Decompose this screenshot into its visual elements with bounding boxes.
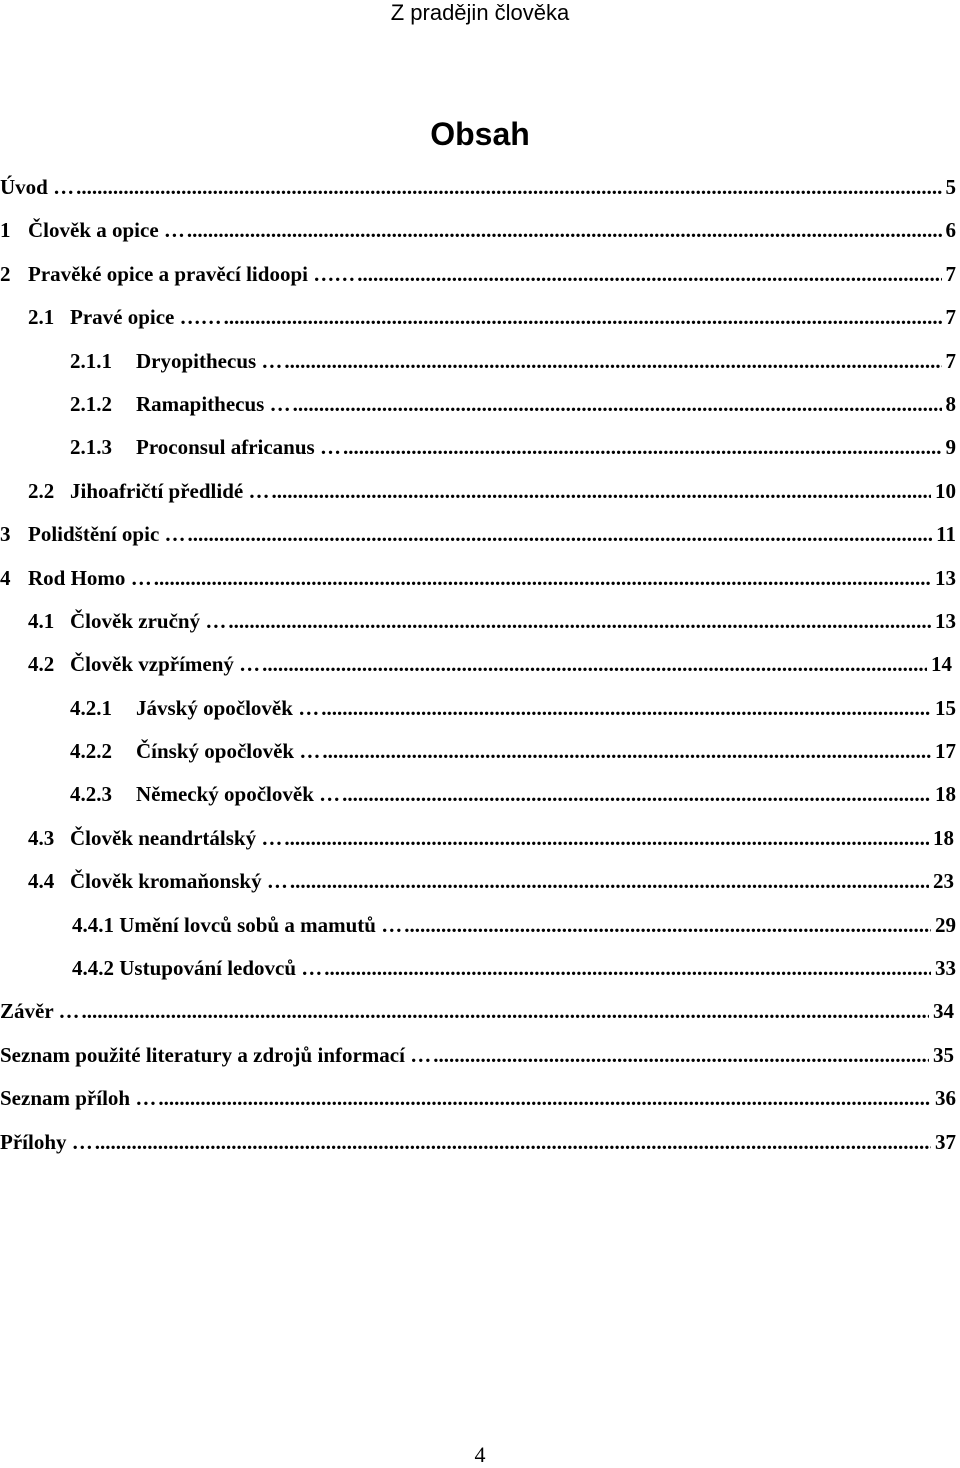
- toc-entry-page: 18: [935, 782, 956, 807]
- toc-entry-number: 3: [0, 522, 11, 547]
- toc-entry-number: 2.1.3: [70, 435, 112, 460]
- toc-entry-page: 9: [945, 435, 956, 460]
- toc-entry-label: Jihoafričtí předlidé: [70, 478, 244, 503]
- toc-entry-ellipsis: …: [299, 739, 321, 764]
- toc-entry-page: 33: [935, 956, 956, 981]
- toc-leader: [343, 426, 942, 469]
- toc-entry-page: 17: [935, 739, 956, 764]
- toc-entry-label: Přílohy: [0, 1129, 67, 1154]
- toc-entry-label: Pravěké opice a pravěcí lidoopi: [28, 261, 308, 286]
- toc-entry-label: Úvod: [0, 175, 48, 199]
- toc-leader: [322, 730, 931, 773]
- toc-entry-label: Polidštění opic: [28, 522, 160, 547]
- toc-entry-4-2-3[interactable]: [0, 773, 960, 816]
- toc-entry-number: 2.2: [28, 478, 55, 503]
- toc-entry-number: 4.4.2: [72, 956, 114, 981]
- toc-leader: [404, 904, 931, 947]
- toc-entry-4-4-1[interactable]: [0, 904, 960, 947]
- toc-entry-page: 34: [933, 999, 954, 1024]
- toc-leader: [158, 1077, 931, 1120]
- toc-entry-4[interactable]: [0, 557, 960, 600]
- toc-entry-label: Člověk neandrtálský: [70, 825, 257, 850]
- toc-entry-page: 10: [935, 478, 956, 503]
- toc-leader: [82, 990, 929, 1033]
- toc-entry-page: 13: [935, 565, 956, 590]
- toc-entry-label: Člověk vzpřímený: [70, 652, 234, 677]
- toc-entry-page: 7: [945, 348, 956, 373]
- toc-entry-ellipsis: …: [381, 912, 403, 937]
- toc-entry-page: 37: [935, 1129, 956, 1154]
- toc-entry-4-2-2[interactable]: [0, 730, 960, 773]
- toc-entry-page: 15: [935, 695, 956, 720]
- toc-entry-number: 4: [0, 565, 11, 590]
- toc-leader: [76, 166, 941, 209]
- toc-entry-number: 4.4: [28, 869, 55, 894]
- toc-entry-number: 2.1.2: [70, 391, 112, 416]
- toc-title: Obsah: [430, 116, 530, 152]
- toc-leader: [224, 296, 942, 339]
- toc-entry-2-1-1[interactable]: [0, 340, 960, 383]
- table-of-contents: [0, 166, 960, 1164]
- toc-entry-2-2[interactable]: [0, 470, 960, 513]
- toc-entry-page: 23: [933, 869, 954, 894]
- toc-entry-label: Jávský opočlověk: [136, 695, 293, 720]
- toc-entry-label: Seznam použité literatury a zdrojů informací: [0, 1042, 405, 1067]
- toc-entry-ellipsis: …: [298, 695, 320, 720]
- toc-entry-label: Člověk kromaňonský: [70, 869, 262, 894]
- toc-entry-page: 6: [945, 218, 956, 243]
- toc-entry-page: 13: [935, 608, 956, 633]
- toc-entry-page: 8: [945, 391, 956, 416]
- toc-leader: [324, 947, 931, 990]
- toc-leader: [357, 253, 941, 296]
- toc-entry-ellipsis: …: [269, 391, 291, 416]
- toc-entry-1[interactable]: [0, 209, 960, 252]
- toc-entry-label: Ustupování ledovců: [119, 956, 297, 981]
- toc-entry-prilohy[interactable]: [0, 1121, 960, 1164]
- toc-entry-ellipsis: …: [58, 999, 80, 1024]
- toc-leader: [271, 470, 931, 513]
- toc-entry-label: Proconsul africanus: [136, 435, 315, 460]
- toc-entry-number: 2.1.1: [70, 348, 112, 373]
- toc-entry-zaver[interactable]: [0, 990, 960, 1033]
- toc-entry-ellipsis: ……: [179, 305, 222, 330]
- toc-entry-number: 4.2.1: [70, 695, 112, 720]
- toc-entry-2-1[interactable]: [0, 296, 960, 339]
- toc-leader: [342, 773, 931, 816]
- toc-entry-page: 7: [945, 305, 956, 330]
- toc-entry-label: Rod Homo: [28, 565, 126, 590]
- toc-entry-label: Závěr: [0, 999, 54, 1024]
- toc-entry-ellipsis: …: [301, 956, 323, 981]
- toc-entry-ellipsis: …: [319, 782, 341, 807]
- toc-entry-number: 4.2.3: [70, 782, 112, 807]
- toc-leader: [290, 860, 929, 903]
- toc-entry-ellipsis: …: [163, 218, 185, 243]
- toc-entry-seznam-priloh[interactable]: [0, 1077, 960, 1120]
- toc-entry-label: Člověk a opice: [28, 218, 159, 243]
- toc-leader: [284, 817, 929, 860]
- toc-entry-label: Německý opočlověk: [136, 782, 314, 807]
- toc-entry-ellipsis: …: [410, 1042, 432, 1067]
- toc-entry-2-1-2[interactable]: [0, 383, 960, 426]
- toc-entry-4-1[interactable]: [0, 600, 960, 643]
- toc-leader: [321, 687, 931, 730]
- toc-entry-label: Ramapithecus: [136, 391, 265, 416]
- toc-entry-ellipsis: …: [53, 175, 75, 199]
- toc-entry-number: 2.1: [28, 305, 55, 330]
- toc-entry-4-2[interactable]: [0, 643, 960, 686]
- toc-entry-number: 4.3: [28, 825, 55, 850]
- toc-entry-label: Dryopithecus: [136, 348, 257, 373]
- toc-entry-ellipsis: …: [71, 1129, 93, 1154]
- toc-entry-ellipsis: …: [164, 522, 186, 547]
- toc-entry-number: 1: [0, 218, 11, 243]
- toc-entry-label: Umění lovců sobů a mamutů: [119, 912, 376, 937]
- toc-entry-ellipsis: …: [319, 435, 341, 460]
- toc-entry-number: 2: [0, 261, 11, 286]
- toc-entry-label: Pravé opice: [70, 305, 175, 330]
- toc-entry-4-3[interactable]: [0, 817, 960, 860]
- toc-entry-number: 4.2.2: [70, 739, 112, 764]
- toc-leader: [284, 340, 941, 383]
- page-number: 4: [474, 1442, 486, 1467]
- toc-leader: [187, 209, 942, 252]
- toc-leader: [433, 1034, 929, 1077]
- toc-entry-ellipsis: …: [239, 652, 261, 677]
- toc-entry-page: 29: [935, 912, 956, 937]
- toc-entry-page: 11: [936, 522, 956, 547]
- toc-entry-number: 4.1: [28, 608, 55, 633]
- toc-entry-ellipsis: …: [248, 478, 270, 503]
- toc-entry-2-1-3[interactable]: [0, 426, 960, 469]
- toc-entry-page: 35: [933, 1042, 954, 1067]
- toc-entry-label: Člověk zručný: [70, 608, 201, 633]
- toc-entry-ellipsis: …: [130, 565, 152, 590]
- running-header: Z pradějin člověka: [390, 0, 570, 25]
- toc-entry-uvod[interactable]: [0, 166, 960, 209]
- toc-entry-ellipsis: ……: [313, 261, 356, 286]
- toc-entry-page: 7: [945, 261, 956, 286]
- toc-entry-page: 18: [933, 825, 954, 850]
- toc-leader: [262, 643, 927, 686]
- toc-entry-4-4[interactable]: [0, 860, 960, 903]
- toc-entry-literatura[interactable]: [0, 1034, 960, 1077]
- toc-leader: [188, 513, 933, 556]
- toc-entry-4-2-1[interactable]: [0, 687, 960, 730]
- toc-entry-number: 4.4.1: [72, 912, 114, 937]
- toc-leader: [293, 383, 942, 426]
- toc-entry-4-4-2[interactable]: [0, 947, 960, 990]
- toc-entry-ellipsis: …: [261, 348, 283, 373]
- toc-leader: [95, 1121, 931, 1164]
- toc-leader: [228, 600, 931, 643]
- toc-entry-ellipsis: …: [205, 608, 227, 633]
- toc-entry-2[interactable]: [0, 253, 960, 296]
- toc-entry-label: Seznam příloh: [0, 1086, 131, 1111]
- toc-entry-number: 4.2: [28, 652, 55, 677]
- toc-entry-ellipsis: …: [135, 1086, 157, 1111]
- toc-leader: [154, 557, 931, 600]
- toc-entry-ellipsis: …: [261, 825, 283, 850]
- toc-entry-page: 14: [931, 652, 952, 677]
- toc-entry-label: Čínský opočlověk: [136, 739, 295, 764]
- toc-entry-3[interactable]: [0, 513, 960, 556]
- toc-entry-page: 5: [945, 175, 956, 199]
- toc-entry-page: 36: [935, 1086, 956, 1111]
- toc-entry-ellipsis: …: [266, 869, 288, 894]
